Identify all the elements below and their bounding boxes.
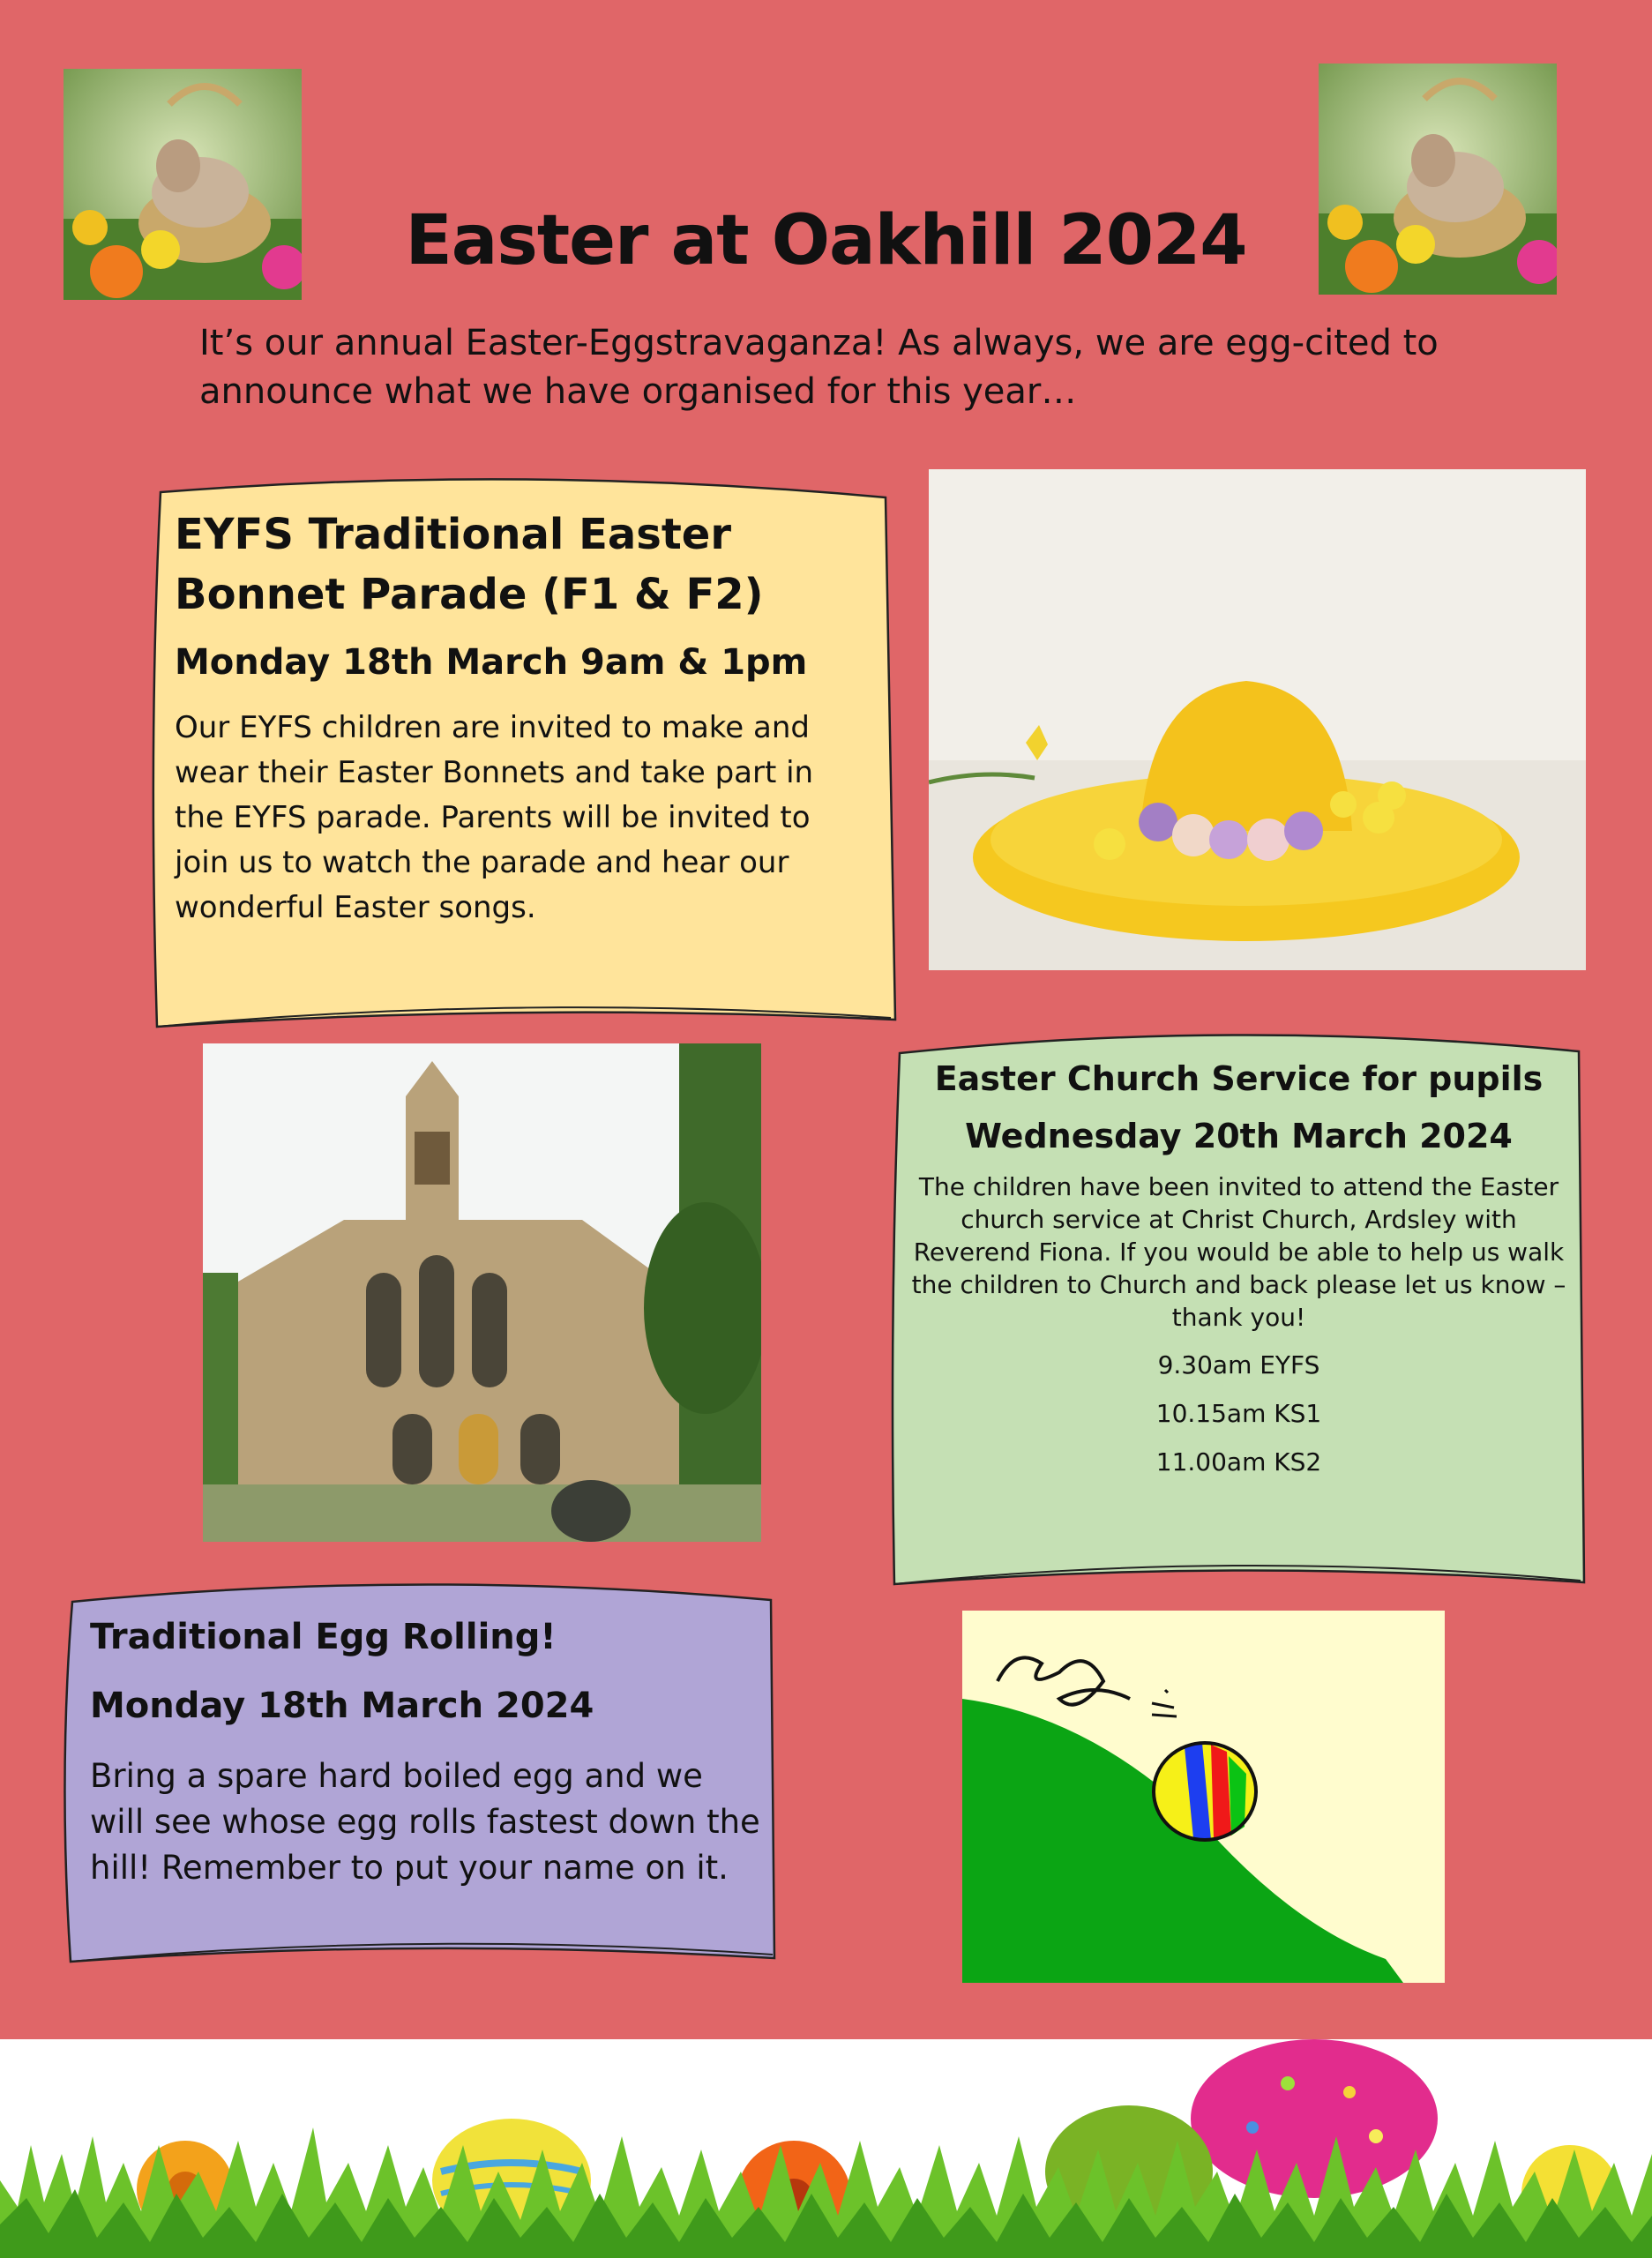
church-date: Wednesday 20th March 2024: [965, 1117, 1513, 1155]
church-service-card: [893, 1030, 1584, 1593]
egg-title: Traditional Egg Rolling!: [90, 1617, 557, 1657]
service-time: 9.30am EYFS: [1157, 1350, 1320, 1379]
intro-text: It’s our annual Easter-Eggstravaganza! As always, we are egg-cited to announce what we have organised for this year…: [199, 323, 1439, 412]
egg-body: Bring a spare hard boiled egg and we will see whose egg rolls fastest down the hill! Remember to put your name on it.: [90, 1757, 760, 1887]
eyfs-date: Monday 18th March 9am & 1pm: [175, 642, 808, 683]
christ-church-photo: [203, 1043, 761, 1542]
bunny-basket-photo-right: [1319, 64, 1557, 295]
egg-rolling-card: [64, 1581, 776, 1967]
egg-rolling-drawing: [962, 1611, 1445, 1983]
eyfs-body: Our EYFS children are invited to make and wear their Easter Bonnets and take part in the EYFS parade. Parents will be invited to join us to watch the parade and hear our wonderful Easter songs.: [175, 710, 814, 925]
bunny-basket-photo-left: [64, 69, 302, 300]
eyfs-title: EYFS Traditional Easter Bonnet Parade (F1 & F2): [175, 510, 764, 619]
page-title: Easter at Oakhill 2024: [405, 201, 1247, 280]
eyfs-bonnet-card: [152, 473, 895, 1030]
egg-date: Monday 18th March 2024: [90, 1686, 594, 1726]
grass-flowers-eggs-banner: [0, 2039, 1652, 2258]
service-time: 11.00am KS2: [1155, 1447, 1322, 1477]
church-title: Easter Church Service for pupils: [934, 1059, 1544, 1098]
easter-bonnet-photo: [929, 469, 1586, 970]
church-body: The children have been invited to attend the Easter church service at Christ Church, Ardsley with Reverend Fiona. If you would be able to help us walk the children to Church and back please let us know – thank you!: [911, 1172, 1566, 1332]
service-time: 10.15am KS1: [1155, 1399, 1322, 1428]
